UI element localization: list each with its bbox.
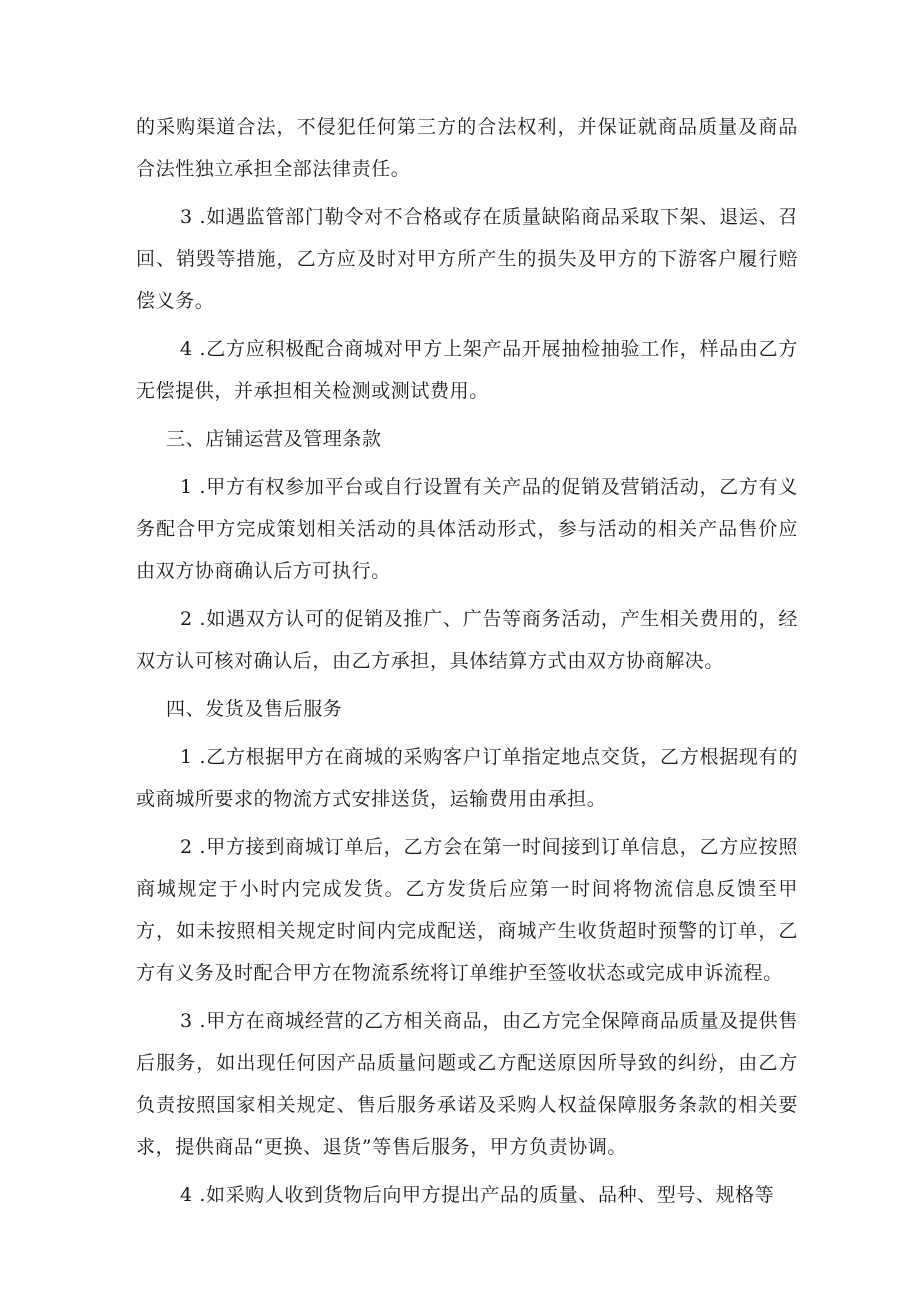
paragraph-continuation: 的采购渠道合法，不侵犯任何第三方的合法权利，并保证就商品质量及商品合法性独立承担全部法律责任。 [136, 116, 798, 180]
paragraph-4-2: 2 .甲方接到商城订单后，乙方会在第一时间接到订单信息，乙方应按照商城规定于小时内完成发货。乙方发货后应第一时间将物流信息反馈至甲方，如未按照相关规定时间内完成配送，商城产生收货超时预警的订单，乙方有义务及时配合甲方在物流系统将订单维护至签收状态或完成申诉流程。 [136, 836, 798, 984]
paragraph-2-3: 3 .如遇监管部门勒令对不合格或存在质量缺陷商品采取下架、退运、召回、销毁等措施，乙方应及时对甲方所产生的损失及甲方的下游客户履行赔偿义务。 [136, 206, 798, 312]
document-body [136, 106, 798, 1222]
section-heading-3: 三、店铺运营及管理条款 [166, 428, 382, 450]
section-heading-4: 四、发货及售后服务 [166, 698, 343, 720]
paragraph-4-3: 3 .甲方在商城经营的乙方相关商品，由乙方完全保障商品质量及提供售后服务，如出现任何因产品质量问题或乙方配送原因所导致的纠纷，由乙方负责按照国家相关规定、售后服务承诺及采购人权益保障服务条款的相关要求，提供商品“更换、退货”等售后服务，甲方负责协调。 [136, 1010, 798, 1158]
paragraph-4-1: 1 .乙方根据甲方在商城的采购客户订单指定地点交货，乙方根据现有的或商城所要求的物流方式安排送货，运输费用由承担。 [136, 746, 798, 810]
paragraph-4-4: 4 .如采购人收到货物后向甲方提出产品的质量、品种、型号、规格等 [180, 1184, 775, 1206]
paragraph-2-4: 4 .乙方应积极配合商城对甲方上架产品开展抽检抽验工作，样品由乙方无偿提供，并承担相关检测或测试费用。 [136, 338, 798, 402]
paragraph-3-2: 2 .如遇双方认可的促销及推广、广告等商务活动，产生相关费用的，经双方认可核对确认后，由乙方承担，具体结算方式由双方协商解决。 [136, 608, 798, 672]
paragraph-3-1: 1 .甲方有权参加平台或自行设置有关产品的促销及营销活动，乙方有义务配合甲方完成策划相关活动的具体活动形式，参与活动的相关产品售价应由双方协商确认后方可执行。 [136, 476, 798, 582]
